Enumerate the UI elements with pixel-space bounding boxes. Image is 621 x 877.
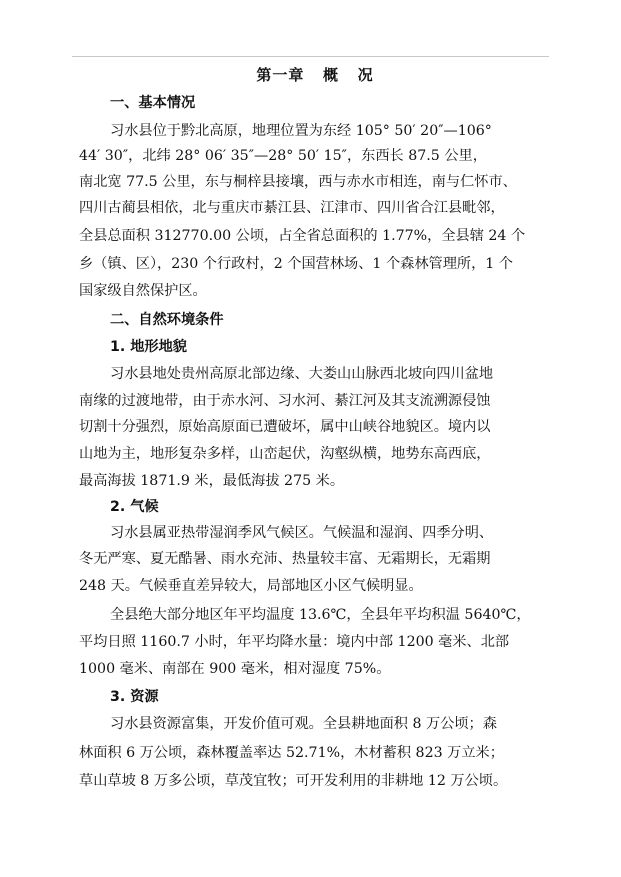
paragraph-line: 平均日照 1160.7 小时，年平均降水量：境内中部 1200 毫米、北部 [79,634,510,650]
paragraph-line: 四川古蔺县相依，北与重庆市綦江县、江津市、四川省合江县毗邻， [79,200,505,216]
header-rule [72,56,549,57]
paragraph-line: 习水县属亚热带湿润季风气候区。气候温和湿润、四季分明、 [110,525,494,541]
paragraph-line: 国家级自然保护区。 [79,283,207,299]
paragraph-line: 最高海拔 1871.9 米，最低海拔 275 米。 [79,473,345,489]
paragraph-line: 冬无严寒、夏无酷暑、雨水充沛、热量较丰富、无霜期长，无霜期 [79,551,491,567]
paragraph-line: 全县总面积 312770.00 公顷，占全省总面积的 1.77%，全县辖 24 个 [79,228,526,244]
subsection-heading-resources: 3. 资源 [110,689,159,705]
paragraph-line: 南缘的过渡地带，由于赤水河、习水河、綦江河及其支流溯源侵蚀 [79,393,491,409]
paragraph-line: 切割十分强烈，原始高原面已遭破坏，属中山峡谷地貌区。境内以 [79,419,491,435]
paragraph-line: 习水县资源富集，开发价值可观。全县耕地面积 8 万公顷；森 [110,716,497,732]
subsection-heading-climate: 2. 气候 [110,499,159,515]
paragraph-line: 习水县地处贵州高原北部边缘、大娄山山脉西北坡向四川盆地 [110,366,494,382]
paragraph-line: 山地为主，地形复杂多样，山峦起伏，沟壑纵横，地势东高西底， [79,446,491,462]
paragraph-line: 习水县位于黔北高原，地理位置为东经 105° 50′ 20″—106° [110,123,492,139]
paragraph-line: 南北宽 77.5 公里，东与桐梓县接壤，西与赤水市相连，南与仁怀市、 [79,174,517,190]
paragraph-line: 1000 毫米、南部在 900 毫米，相对湿度 75%。 [79,661,391,677]
paragraph-line: 草山草坡 8 万多公顷，草茂宜牧；可开发利用的非耕地 12 万公顷。 [79,773,508,789]
paragraph-line: 林面积 6 万公顷，森林覆盖率达 52.71%，木材蓄积 823 万立米； [79,745,504,761]
subsection-heading-terrain: 1. 地形地貌 [110,339,187,355]
section-heading-environment: 二、自然环境条件 [110,312,224,328]
paragraph-line: 乡（镇、区），230 个行政村，2 个国营林场、1 个森林管理所，1 个 [79,256,513,272]
section-heading-basic: 一、基本情况 [110,95,196,111]
paragraph-line: 248 天。气候垂直差异较大，局部地区小区气候明显。 [79,578,423,594]
paragraph-line: 44′ 30″，北纬 28° 06′ 35″—28° 50′ 15″，东西长 87.5 公里， [79,148,487,164]
chapter-title: 第一章 概 况 [256,66,374,84]
paragraph-line: 全县绝大部分地区年平均温度 13.6℃，全县年平均积温 5640℃， [110,607,531,623]
